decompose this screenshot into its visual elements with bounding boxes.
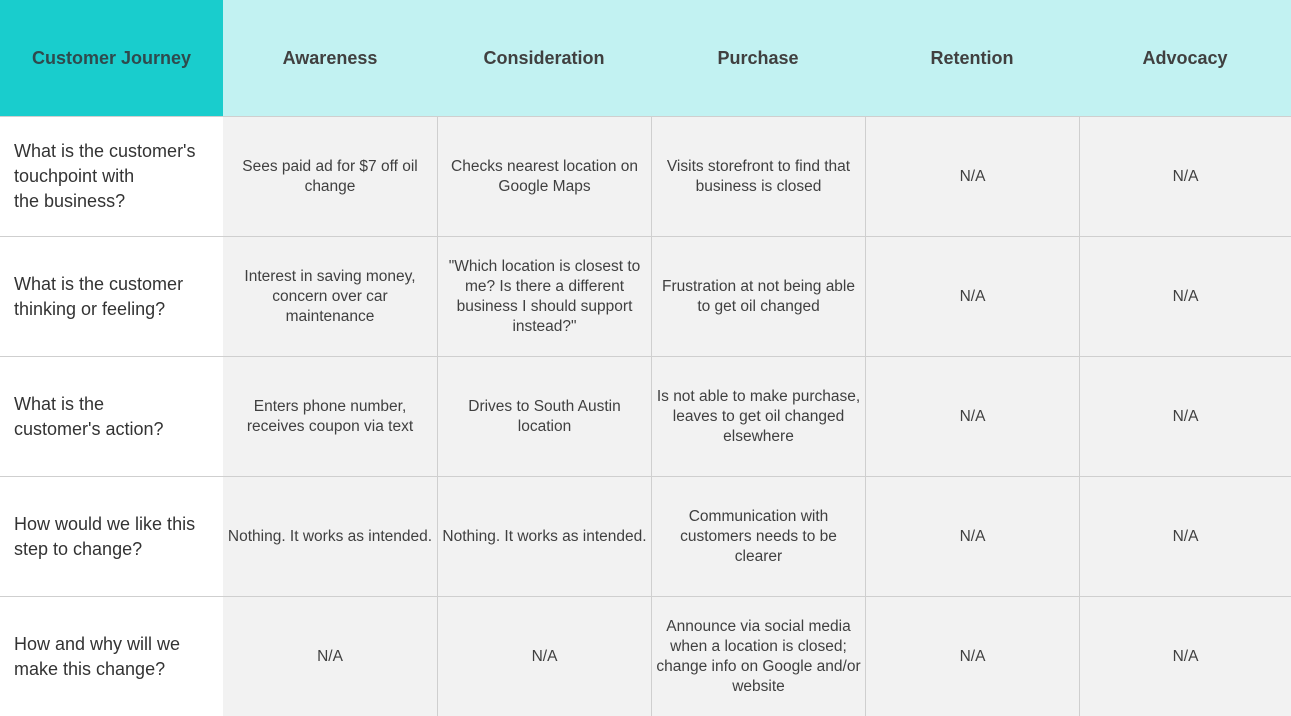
table-cell: Communication with customers needs to be clearer (651, 476, 865, 596)
row-question-how-why (0, 596, 223, 716)
table-cell: N/A (865, 476, 1079, 596)
table-cell: Drives to South Austin location (437, 356, 651, 476)
table-cell: Interest in saving money, concern over car maintenance (223, 236, 437, 356)
table-cell: N/A (865, 596, 1079, 716)
question-line: How would we like this (14, 513, 196, 534)
question-line: customer's action? (14, 418, 164, 439)
stage-header-purchase: Purchase (651, 0, 865, 116)
row-question-action (0, 356, 223, 476)
table-cell: Nothing. It works as intended. (437, 476, 651, 596)
row-question-change (0, 476, 223, 596)
question-line: thinking or feeling? (14, 298, 166, 319)
table-cell: N/A (1079, 116, 1291, 236)
row-question-touchpoint (0, 116, 223, 236)
question-line: What is the customer (14, 273, 184, 294)
table-cell: N/A (1079, 596, 1291, 716)
table-cell: N/A (1079, 476, 1291, 596)
table-cell: Enters phone number, receives coupon via text (223, 356, 437, 476)
table-cell: N/A (865, 356, 1079, 476)
table-cell: Nothing. It works as intended. (223, 476, 437, 596)
table-title: Customer Journey (0, 0, 223, 116)
table-cell: Is not able to make purchase, leaves to get oil changed elsewhere (651, 356, 865, 476)
stage-header-awareness: Awareness (223, 0, 437, 116)
question-line: make this change? (14, 658, 166, 679)
stage-header-consideration: Consideration (437, 0, 651, 116)
table-cell: Checks nearest location on Google Maps (437, 116, 651, 236)
table-cell: "Which location is closest to me? Is there a different business I should support instead?" (437, 236, 651, 356)
table-cell: Announce via social media when a location is closed; change info on Google and/or website (651, 596, 865, 716)
table-cell: N/A (865, 116, 1079, 236)
question-line: touchpoint with (14, 166, 135, 186)
table-cell: N/A (1079, 236, 1291, 356)
stage-header-advocacy: Advocacy (1079, 0, 1291, 116)
stage-header-retention: Retention (865, 0, 1079, 116)
question-line: What is the customer's (14, 141, 196, 161)
row-question-thinking (0, 236, 223, 356)
table-cell: N/A (1079, 356, 1291, 476)
table-cell: Frustration at not being able to get oil changed (651, 236, 865, 356)
question-line: What is the (14, 393, 105, 414)
table-cell: N/A (437, 596, 651, 716)
table-cell: Sees paid ad for $7 off oil change (223, 116, 437, 236)
question-line: step to change? (14, 538, 143, 559)
table-cell: N/A (865, 236, 1079, 356)
table-cell: N/A (223, 596, 437, 716)
question-line: How and why will we (14, 633, 181, 654)
question-line: the business? (14, 191, 126, 211)
table-cell: Visits storefront to find that business is closed (651, 116, 865, 236)
